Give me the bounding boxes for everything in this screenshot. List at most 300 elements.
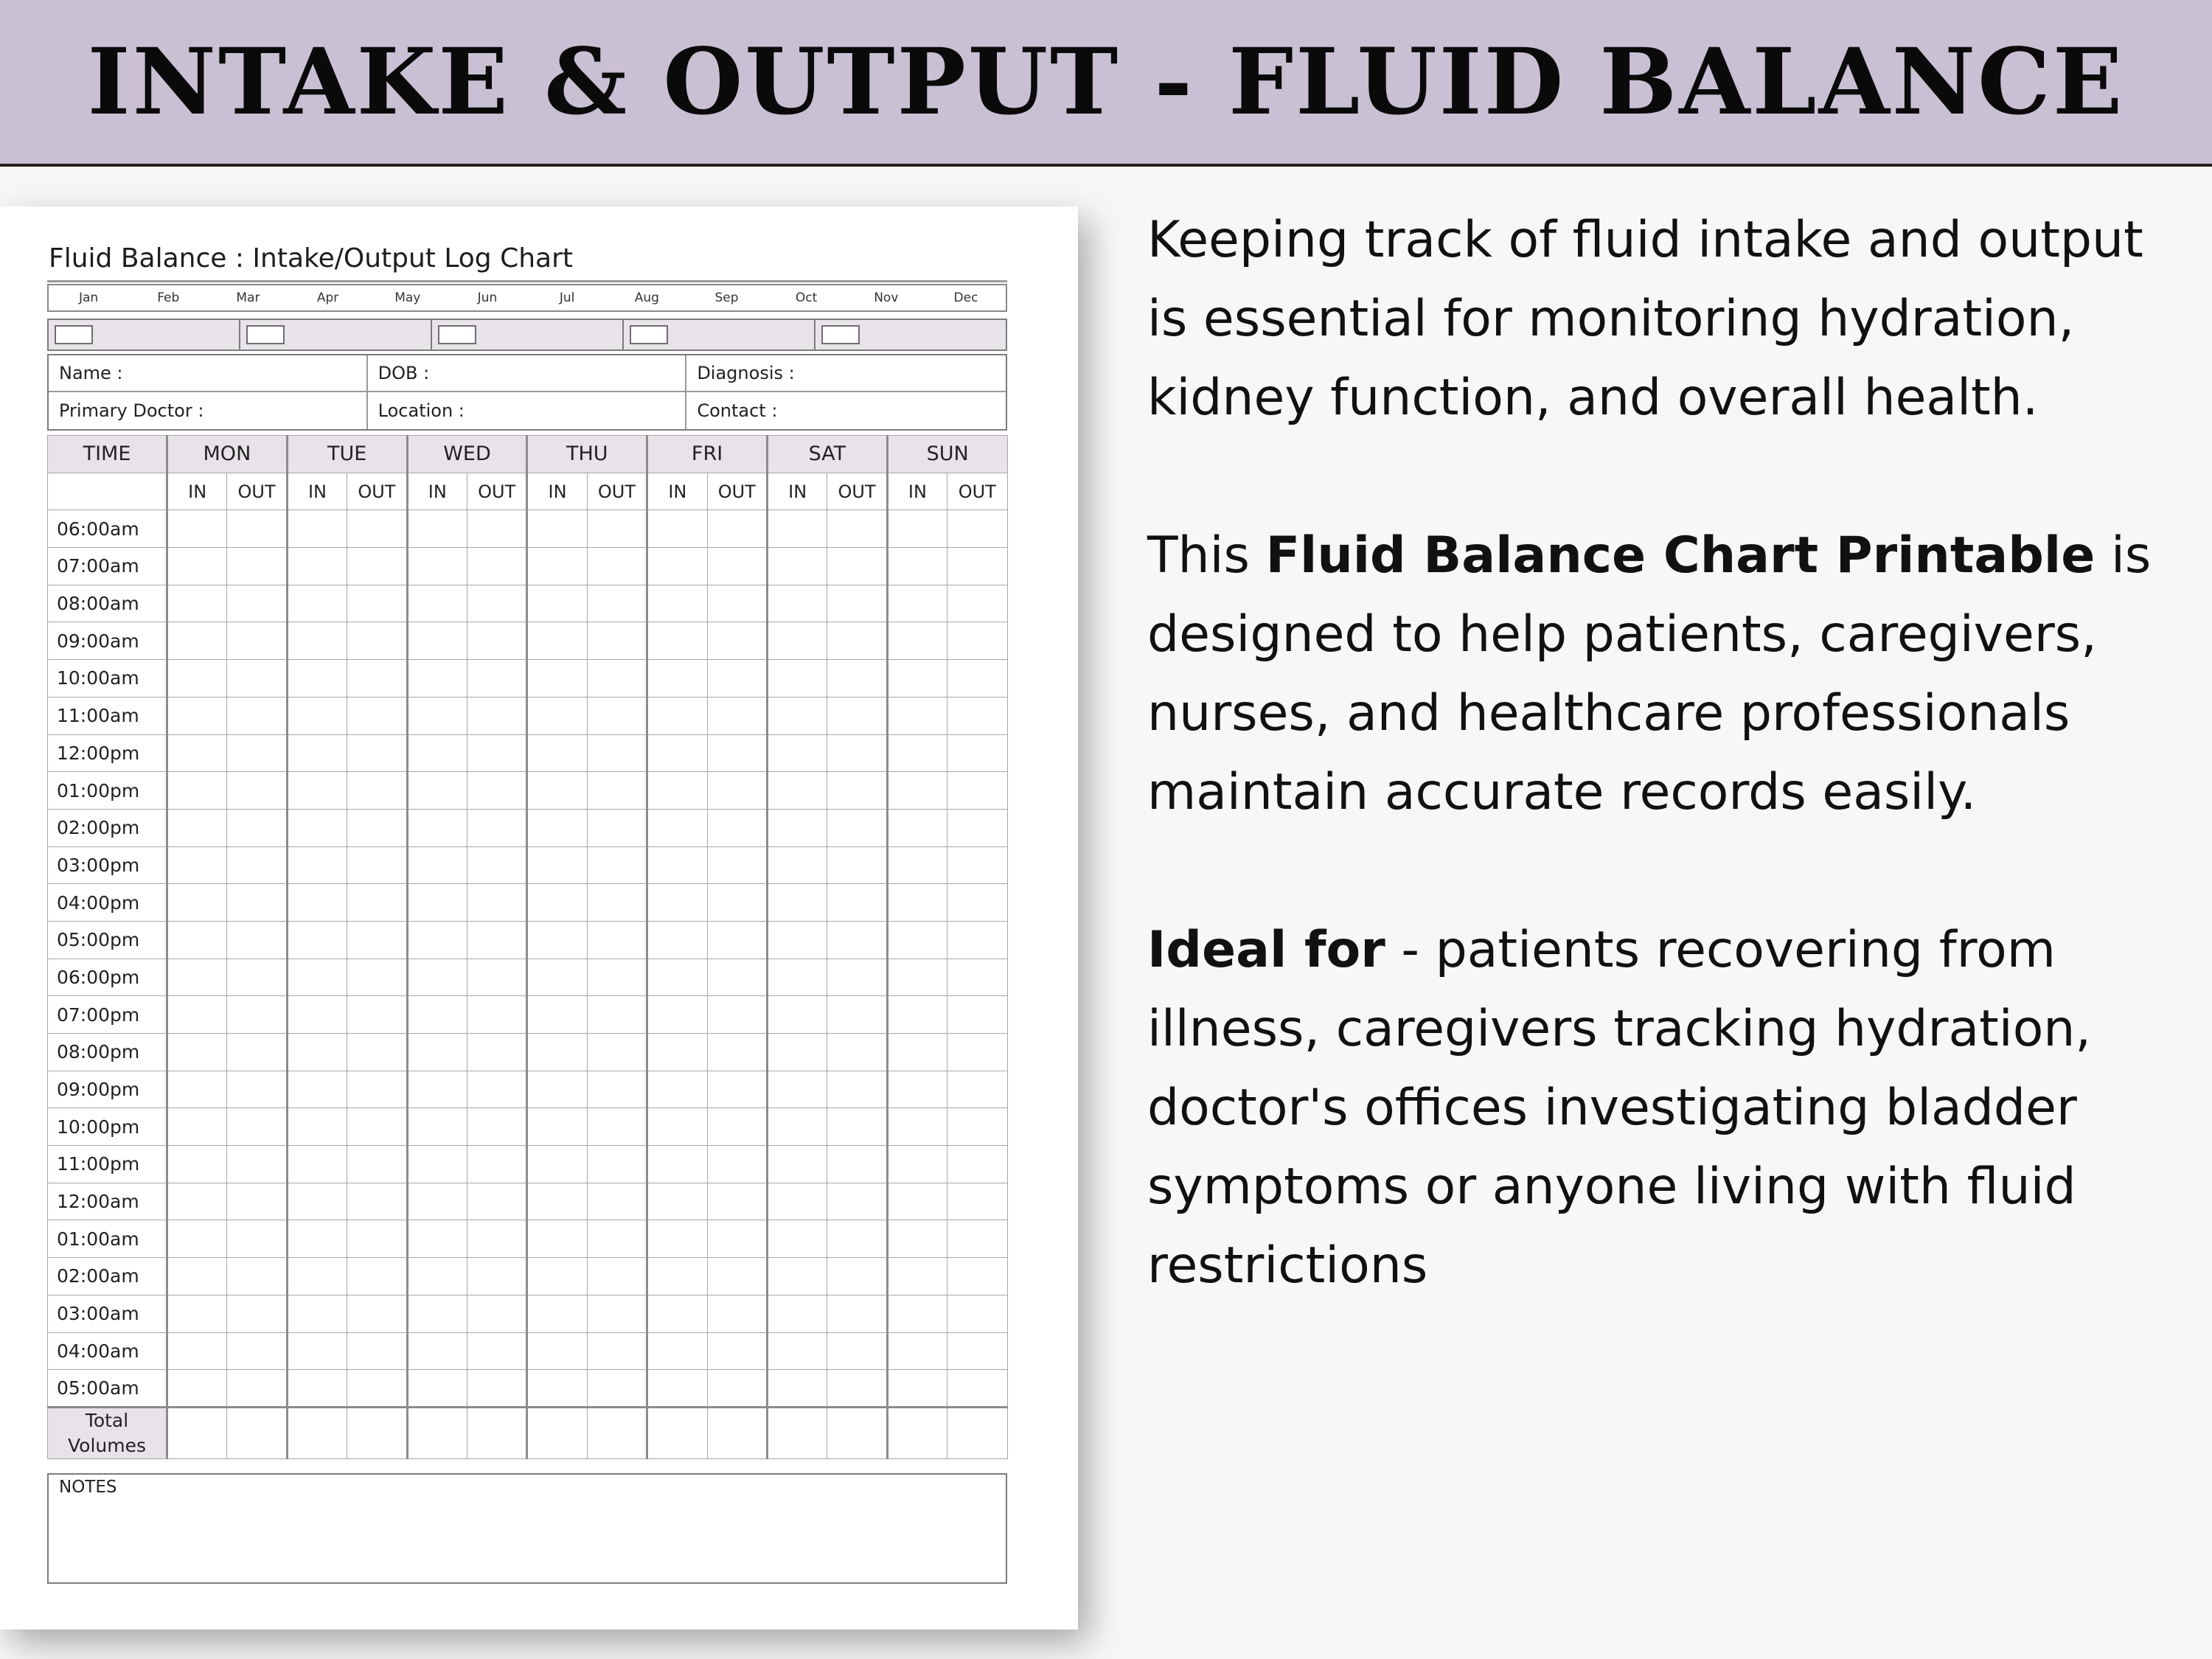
output-cell[interactable] [827,1258,887,1295]
intake-cell[interactable] [287,660,347,698]
intake-cell[interactable] [647,585,707,622]
intake-cell[interactable] [167,1108,227,1146]
intake-cell[interactable] [887,622,947,660]
intake-cell[interactable] [887,548,947,585]
intake-cell[interactable] [887,660,947,698]
intake-cell[interactable] [407,809,467,846]
intake-cell[interactable] [167,921,227,959]
intake-cell[interactable] [407,1258,467,1295]
intake-cell[interactable] [887,1034,947,1071]
intake-cell[interactable] [407,1108,467,1146]
intake-cell[interactable] [527,1332,587,1370]
output-cell[interactable] [707,660,767,698]
intake-cell[interactable] [527,1108,587,1146]
output-cell[interactable] [347,1146,407,1183]
output-cell[interactable] [227,1258,287,1295]
intake-cell[interactable] [287,884,347,922]
output-cell[interactable] [347,1332,407,1370]
output-cell[interactable] [467,510,526,548]
output-cell[interactable] [587,585,647,622]
intake-cell[interactable] [527,548,587,585]
intake-cell[interactable] [887,1146,947,1183]
output-cell[interactable] [467,809,526,846]
output-cell[interactable] [587,1295,647,1332]
total-output-cell[interactable] [347,1407,407,1458]
output-cell[interactable] [827,548,887,585]
total-intake-cell[interactable] [287,1407,347,1458]
output-cell[interactable] [347,660,407,698]
output-cell[interactable] [347,734,407,772]
intake-cell[interactable] [527,1370,587,1408]
intake-cell[interactable] [167,1220,227,1258]
output-cell[interactable] [227,548,287,585]
output-cell[interactable] [587,1034,647,1071]
intake-cell[interactable] [287,1071,347,1108]
output-cell[interactable] [947,660,1007,698]
intake-cell[interactable] [407,660,467,698]
output-cell[interactable] [587,1183,647,1220]
intake-cell[interactable] [527,510,587,548]
output-cell[interactable] [827,772,887,810]
output-cell[interactable] [587,510,647,548]
output-cell[interactable] [227,734,287,772]
output-cell[interactable] [947,921,1007,959]
output-cell[interactable] [347,1220,407,1258]
intake-cell[interactable] [287,548,347,585]
output-cell[interactable] [947,846,1007,884]
intake-cell[interactable] [167,809,227,846]
intake-cell[interactable] [287,622,347,660]
intake-cell[interactable] [287,734,347,772]
output-cell[interactable] [827,1146,887,1183]
intake-cell[interactable] [767,996,827,1034]
output-cell[interactable] [947,809,1007,846]
intake-cell[interactable] [287,510,347,548]
output-cell[interactable] [467,660,526,698]
intake-cell[interactable] [287,585,347,622]
output-cell[interactable] [587,921,647,959]
output-cell[interactable] [827,660,887,698]
output-cell[interactable] [947,1071,1007,1108]
output-cell[interactable] [707,1034,767,1071]
output-cell[interactable] [467,1295,526,1332]
total-intake-cell[interactable] [527,1407,587,1458]
output-cell[interactable] [707,921,767,959]
intake-cell[interactable] [407,884,467,922]
output-cell[interactable] [227,809,287,846]
intake-cell[interactable] [287,772,347,810]
output-cell[interactable] [947,734,1007,772]
output-cell[interactable] [227,959,287,996]
intake-cell[interactable] [527,697,587,734]
intake-cell[interactable] [167,1146,227,1183]
intake-cell[interactable] [527,884,587,922]
output-cell[interactable] [947,1183,1007,1220]
output-cell[interactable] [467,996,526,1034]
output-cell[interactable] [947,548,1007,585]
intake-cell[interactable] [767,660,827,698]
output-cell[interactable] [707,734,767,772]
intake-cell[interactable] [527,660,587,698]
output-cell[interactable] [347,996,407,1034]
output-cell[interactable] [227,660,287,698]
intake-cell[interactable] [767,809,827,846]
output-cell[interactable] [947,884,1007,922]
intake-cell[interactable] [767,585,827,622]
intake-cell[interactable] [767,772,827,810]
intake-cell[interactable] [167,548,227,585]
output-cell[interactable] [347,510,407,548]
output-cell[interactable] [467,1370,526,1408]
intake-cell[interactable] [887,585,947,622]
output-cell[interactable] [347,921,407,959]
intake-cell[interactable] [167,1332,227,1370]
diagnosis-field[interactable]: Diagnosis : [686,355,1006,392]
intake-cell[interactable] [887,1220,947,1258]
intake-cell[interactable] [527,1146,587,1183]
intake-cell[interactable] [767,622,827,660]
output-cell[interactable] [707,846,767,884]
intake-cell[interactable] [887,1071,947,1108]
output-cell[interactable] [707,1146,767,1183]
output-cell[interactable] [347,548,407,585]
intake-cell[interactable] [167,996,227,1034]
output-cell[interactable] [947,996,1007,1034]
intake-cell[interactable] [767,846,827,884]
output-cell[interactable] [467,1071,526,1108]
output-cell[interactable] [707,959,767,996]
intake-cell[interactable] [407,585,467,622]
intake-cell[interactable] [767,1220,827,1258]
intake-cell[interactable] [167,660,227,698]
output-cell[interactable] [227,697,287,734]
intake-cell[interactable] [647,846,707,884]
intake-cell[interactable] [407,921,467,959]
output-cell[interactable] [827,734,887,772]
intake-cell[interactable] [287,1108,347,1146]
intake-cell[interactable] [527,809,587,846]
intake-cell[interactable] [767,1258,827,1295]
intake-cell[interactable] [527,1295,587,1332]
intake-cell[interactable] [167,734,227,772]
output-cell[interactable] [707,585,767,622]
intake-cell[interactable] [767,1183,827,1220]
intake-cell[interactable] [287,846,347,884]
output-cell[interactable] [947,959,1007,996]
intake-cell[interactable] [287,1258,347,1295]
output-cell[interactable] [467,959,526,996]
name-field[interactable]: Name : [49,355,368,392]
intake-cell[interactable] [527,959,587,996]
output-cell[interactable] [347,1071,407,1108]
output-cell[interactable] [347,1034,407,1071]
intake-cell[interactable] [767,1370,827,1408]
intake-cell[interactable] [647,1332,707,1370]
intake-cell[interactable] [527,996,587,1034]
intake-cell[interactable] [887,734,947,772]
intake-cell[interactable] [407,1071,467,1108]
output-cell[interactable] [827,1220,887,1258]
output-cell[interactable] [587,734,647,772]
intake-cell[interactable] [527,734,587,772]
output-cell[interactable] [827,585,887,622]
output-cell[interactable] [227,772,287,810]
output-cell[interactable] [827,921,887,959]
output-cell[interactable] [827,1370,887,1408]
intake-cell[interactable] [887,921,947,959]
intake-cell[interactable] [647,660,707,698]
output-cell[interactable] [707,884,767,922]
intake-cell[interactable] [407,1295,467,1332]
intake-cell[interactable] [407,1146,467,1183]
output-cell[interactable] [347,1108,407,1146]
intake-cell[interactable] [647,697,707,734]
intake-cell[interactable] [887,809,947,846]
intake-cell[interactable] [767,548,827,585]
output-cell[interactable] [467,1220,526,1258]
intake-cell[interactable] [287,697,347,734]
output-cell[interactable] [227,1108,287,1146]
output-cell[interactable] [947,1220,1007,1258]
intake-cell[interactable] [167,959,227,996]
output-cell[interactable] [587,772,647,810]
intake-cell[interactable] [167,846,227,884]
output-cell[interactable] [587,1071,647,1108]
intake-cell[interactable] [527,622,587,660]
intake-cell[interactable] [647,1295,707,1332]
intake-cell[interactable] [287,809,347,846]
intake-cell[interactable] [287,1034,347,1071]
output-cell[interactable] [707,772,767,810]
output-cell[interactable] [827,1183,887,1220]
intake-cell[interactable] [647,1258,707,1295]
output-cell[interactable] [467,1258,526,1295]
contact-field[interactable]: Contact : [697,400,778,421]
intake-cell[interactable] [407,1220,467,1258]
output-cell[interactable] [587,809,647,846]
intake-cell[interactable] [527,1220,587,1258]
output-cell[interactable] [467,1108,526,1146]
intake-cell[interactable] [647,1183,707,1220]
output-cell[interactable] [707,1295,767,1332]
intake-cell[interactable] [407,1332,467,1370]
intake-cell[interactable] [167,697,227,734]
intake-cell[interactable] [647,1108,707,1146]
output-cell[interactable] [827,1332,887,1370]
total-output-cell[interactable] [587,1407,647,1458]
total-output-cell[interactable] [707,1407,767,1458]
output-cell[interactable] [347,1183,407,1220]
intake-cell[interactable] [647,772,707,810]
intake-cell[interactable] [527,1034,587,1071]
intake-cell[interactable] [767,1332,827,1370]
intake-cell[interactable] [887,1183,947,1220]
intake-cell[interactable] [407,622,467,660]
intake-cell[interactable] [287,921,347,959]
output-cell[interactable] [947,1034,1007,1071]
intake-cell[interactable] [407,996,467,1034]
output-cell[interactable] [467,921,526,959]
intake-cell[interactable] [287,1183,347,1220]
output-cell[interactable] [827,1295,887,1332]
intake-cell[interactable] [287,1295,347,1332]
intake-cell[interactable] [887,1295,947,1332]
week-checkbox[interactable] [438,325,476,344]
intake-cell[interactable] [287,1146,347,1183]
output-cell[interactable] [467,772,526,810]
intake-cell[interactable] [407,772,467,810]
intake-cell[interactable] [167,1071,227,1108]
output-cell[interactable] [827,697,887,734]
intake-cell[interactable] [767,1071,827,1108]
intake-cell[interactable] [887,996,947,1034]
output-cell[interactable] [827,846,887,884]
output-cell[interactable] [347,1295,407,1332]
total-output-cell[interactable] [947,1407,1007,1458]
intake-cell[interactable] [767,697,827,734]
total-intake-cell[interactable] [887,1407,947,1458]
intake-cell[interactable] [647,1071,707,1108]
intake-cell[interactable] [647,921,707,959]
intake-cell[interactable] [647,510,707,548]
intake-cell[interactable] [647,548,707,585]
output-cell[interactable] [467,622,526,660]
intake-cell[interactable] [287,1332,347,1370]
intake-cell[interactable] [647,996,707,1034]
output-cell[interactable] [347,697,407,734]
output-cell[interactable] [707,1220,767,1258]
total-output-cell[interactable] [827,1407,887,1458]
output-cell[interactable] [467,734,526,772]
output-cell[interactable] [827,510,887,548]
intake-cell[interactable] [287,996,347,1034]
output-cell[interactable] [347,809,407,846]
week-checkbox[interactable] [630,325,668,344]
intake-cell[interactable] [647,1220,707,1258]
output-cell[interactable] [707,1332,767,1370]
output-cell[interactable] [467,1034,526,1071]
intake-cell[interactable] [167,1183,227,1220]
intake-cell[interactable] [407,1183,467,1220]
intake-cell[interactable] [647,622,707,660]
intake-cell[interactable] [767,1295,827,1332]
output-cell[interactable] [947,1258,1007,1295]
output-cell[interactable] [347,959,407,996]
intake-cell[interactable] [167,1258,227,1295]
output-cell[interactable] [827,1071,887,1108]
output-cell[interactable] [227,585,287,622]
total-intake-cell[interactable] [407,1407,467,1458]
output-cell[interactable] [587,697,647,734]
output-cell[interactable] [587,884,647,922]
total-intake-cell[interactable] [647,1407,707,1458]
output-cell[interactable] [827,996,887,1034]
output-cell[interactable] [947,622,1007,660]
output-cell[interactable] [587,660,647,698]
output-cell[interactable] [707,1183,767,1220]
output-cell[interactable] [227,921,287,959]
output-cell[interactable] [827,959,887,996]
output-cell[interactable] [587,548,647,585]
output-cell[interactable] [227,1071,287,1108]
output-cell[interactable] [947,585,1007,622]
intake-cell[interactable] [527,1183,587,1220]
output-cell[interactable] [587,1146,647,1183]
output-cell[interactable] [947,510,1007,548]
intake-cell[interactable] [407,510,467,548]
intake-cell[interactable] [407,548,467,585]
output-cell[interactable] [227,1034,287,1071]
output-cell[interactable] [467,585,526,622]
output-cell[interactable] [227,622,287,660]
intake-cell[interactable] [527,921,587,959]
output-cell[interactable] [347,585,407,622]
intake-cell[interactable] [407,846,467,884]
intake-cell[interactable] [167,1034,227,1071]
output-cell[interactable] [347,622,407,660]
week-checkbox[interactable] [246,325,285,344]
output-cell[interactable] [347,884,407,922]
output-cell[interactable] [227,1220,287,1258]
output-cell[interactable] [707,809,767,846]
intake-cell[interactable] [407,959,467,996]
intake-cell[interactable] [647,734,707,772]
intake-cell[interactable] [887,1258,947,1295]
output-cell[interactable] [587,846,647,884]
output-cell[interactable] [227,884,287,922]
intake-cell[interactable] [887,1370,947,1408]
output-cell[interactable] [467,884,526,922]
intake-cell[interactable] [767,884,827,922]
output-cell[interactable] [227,510,287,548]
notes-box[interactable] [47,1473,1007,1584]
intake-cell[interactable] [527,1258,587,1295]
output-cell[interactable] [347,772,407,810]
intake-cell[interactable] [167,772,227,810]
intake-cell[interactable] [527,846,587,884]
output-cell[interactable] [947,1332,1007,1370]
intake-cell[interactable] [647,959,707,996]
output-cell[interactable] [347,1370,407,1408]
intake-cell[interactable] [887,1108,947,1146]
output-cell[interactable] [467,548,526,585]
intake-cell[interactable] [887,697,947,734]
output-cell[interactable] [227,1370,287,1408]
intake-cell[interactable] [407,734,467,772]
output-cell[interactable] [587,1220,647,1258]
output-cell[interactable] [707,1071,767,1108]
intake-cell[interactable] [767,734,827,772]
intake-cell[interactable] [287,1370,347,1408]
output-cell[interactable] [587,959,647,996]
intake-cell[interactable] [407,697,467,734]
location-field[interactable]: Location : [368,392,687,429]
intake-cell[interactable] [167,884,227,922]
intake-cell[interactable] [647,809,707,846]
intake-cell[interactable] [887,1332,947,1370]
intake-cell[interactable] [767,959,827,996]
output-cell[interactable] [827,1108,887,1146]
intake-cell[interactable] [767,921,827,959]
output-cell[interactable] [947,1146,1007,1183]
intake-cell[interactable] [527,585,587,622]
week-checkbox[interactable] [55,325,93,344]
intake-cell[interactable] [887,959,947,996]
intake-cell[interactable] [167,622,227,660]
output-cell[interactable] [707,697,767,734]
intake-cell[interactable] [167,510,227,548]
total-intake-cell[interactable] [767,1407,827,1458]
